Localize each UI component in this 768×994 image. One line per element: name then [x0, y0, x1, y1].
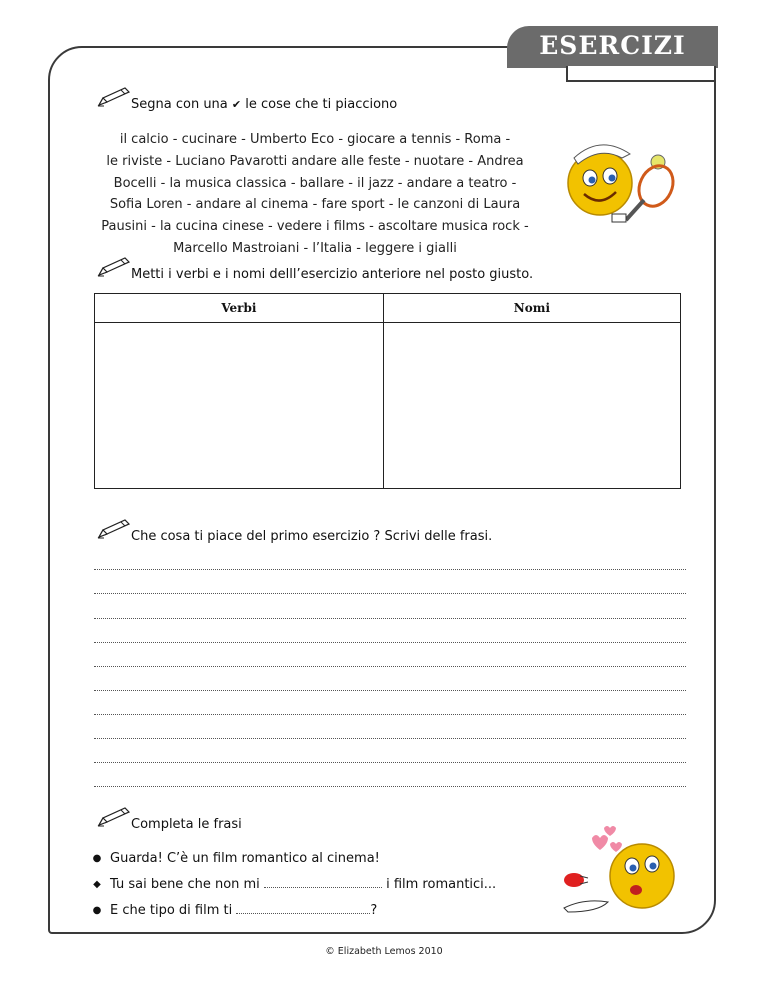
writing-line[interactable] — [94, 618, 686, 619]
writing-line[interactable] — [94, 786, 686, 787]
word-list — [92, 129, 538, 260]
table-header-verbs: Verbi — [95, 294, 384, 323]
header-box — [566, 66, 716, 82]
verbs-nouns-table — [94, 293, 681, 489]
writing-line[interactable] — [94, 738, 686, 739]
sentence-after: i film romantici... — [386, 876, 497, 892]
table-header-nouns: Nomi — [383, 294, 680, 323]
instruction-text-post: le cose che ti piacciono — [245, 97, 398, 112]
pencil-icon — [96, 86, 132, 108]
sentence-before: E che tipo di film ti — [110, 902, 233, 918]
blank-field[interactable] — [264, 877, 382, 888]
check-icon: ✔ — [231, 98, 242, 111]
copyright-footer: © Elizabeth Lemos 2010 — [325, 946, 443, 957]
verbs-cell[interactable] — [95, 323, 384, 489]
list-item — [88, 871, 496, 897]
instruction-text-pre: Segna con una — [131, 97, 228, 112]
writing-line[interactable] — [94, 642, 686, 643]
exercise4-instruction: Completa le frasi — [131, 817, 242, 832]
bullet-icon: ● — [92, 904, 102, 916]
word-list-line: le riviste - Luciano Pavarotti andare alle feste - nuotare - Andrea — [106, 153, 524, 169]
header-tab — [507, 26, 718, 68]
word-list-line: il calcio - cucinare - Umberto Eco - giocare a tennis - Roma - — [119, 132, 511, 147]
word-list-line: Sofia Loren - andare al cinema - fare sport - le canzoni di Laura — [109, 197, 521, 213]
pencil-icon — [96, 806, 132, 828]
sentence-before: Tu sai bene che non mi — [110, 876, 260, 892]
sentence-text: Guarda! C’è un film romantico al cinema! — [110, 850, 380, 866]
pencil-icon — [96, 518, 132, 540]
writing-line[interactable] — [94, 666, 686, 667]
writing-line[interactable] — [94, 762, 686, 763]
nouns-cell[interactable] — [383, 323, 680, 489]
word-list-line: Pausini - la cucina cinese - vedere i films - ascoltare musica rock - — [101, 219, 529, 235]
bullet-icon: ● — [92, 852, 102, 864]
pencil-icon — [96, 256, 132, 278]
word-list-line: Bocelli - la musica classica - ballare - il jazz - andare a teatro - — [113, 175, 517, 191]
blank-field[interactable] — [236, 903, 370, 914]
sentence-text — [110, 903, 377, 918]
bullet-icon: ◆ — [93, 878, 101, 890]
writing-line[interactable] — [94, 593, 686, 594]
word-list-line: Marcello Mastroiani - l’Italia - leggere i gialli — [173, 240, 457, 256]
writing-line[interactable] — [94, 690, 686, 691]
list-item — [88, 897, 496, 923]
tennis-smiley-illustration — [560, 128, 690, 228]
sentence-list — [88, 845, 496, 923]
kissing-smiley-illustration — [552, 826, 682, 918]
exercise1-instruction — [131, 97, 397, 112]
exercise2-instruction: Metti i verbi e i nomi delll’esercizio anteriore nel posto giusto. — [131, 267, 534, 282]
exercise3-instruction: Che cosa ti piace del primo esercizio ? Scrivi delle frasi. — [131, 529, 493, 544]
writing-line[interactable] — [94, 714, 686, 715]
writing-line[interactable] — [94, 569, 686, 570]
page-title: ESERCIZI — [539, 31, 686, 60]
sentence-text — [110, 877, 496, 892]
list-item — [88, 845, 496, 871]
sentence-after: ? — [370, 902, 378, 918]
